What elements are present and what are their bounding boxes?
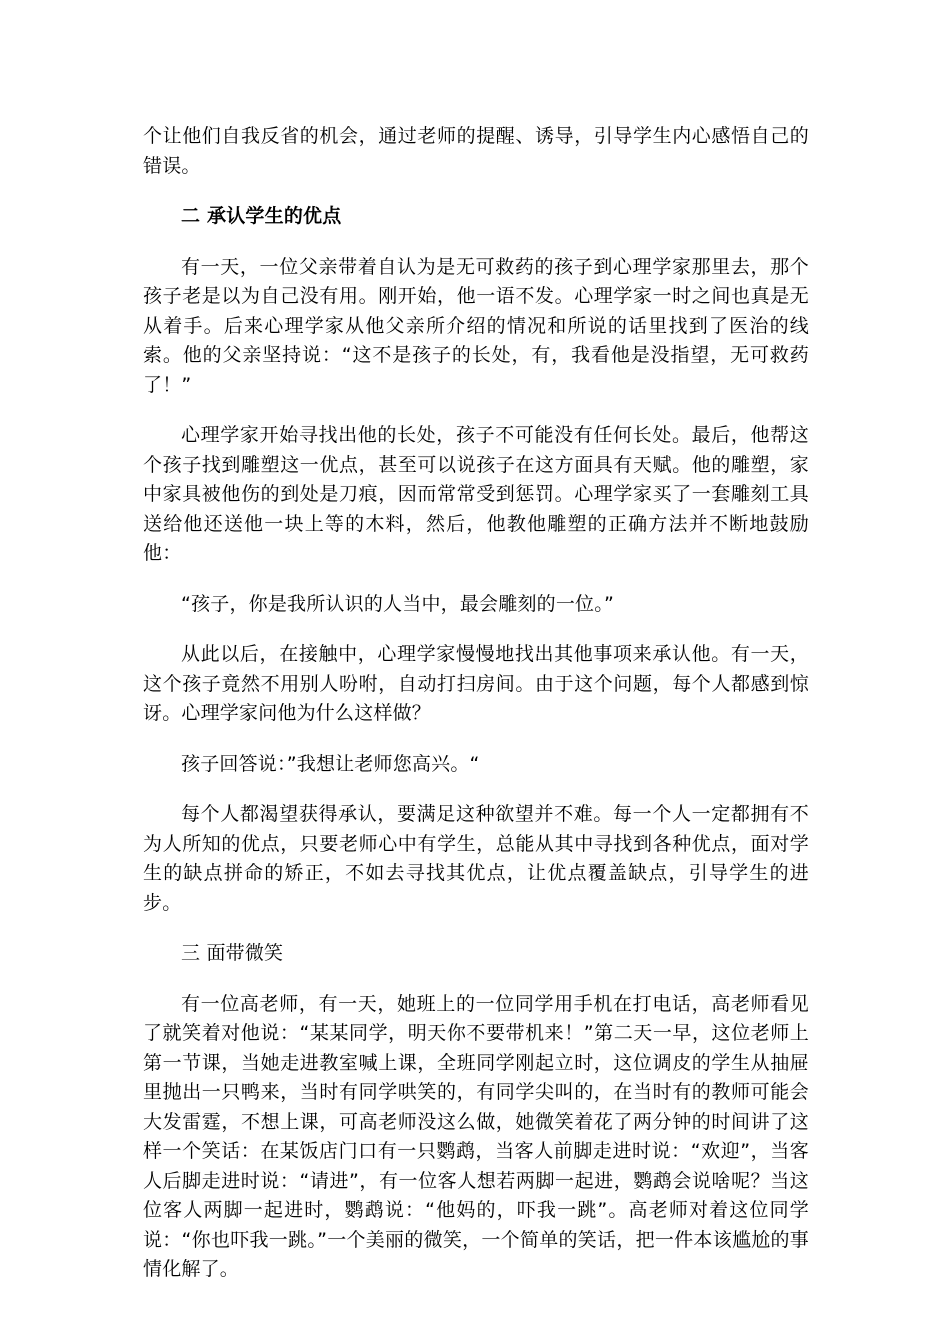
- paragraph-quote-carving: “孩子，你是我所认识的人当中，最会雕刻的一位。”: [181, 592, 614, 615]
- paragraph-recognition: 每个人都渴望获得承认，要满足这种欲望并不难。每一个人一定都拥有不为人所知的优点，只要老师心中有学生，总能从其中寻找到各种优点，面对学生的缺点拼命的矫正，不如去寻找其优点，让优点覆盖缺点，引导学生的进步。: [143, 803, 809, 914]
- paragraph-smile-story: 有一位高老师，有一天，她班上的一位同学用手机在打电话，高老师看见了就笑着对他说：“某某同学，明天你不要带机来！”第二天一早，这位老师上第一节课，当她走进教室喊上课，全班同学刚起立时，这位调皮的学生从抽屉里抛出一只鸭来，当时有同学哄笑的，有同学尖叫的，在当时有的教师可能会大发雷霆，不想上课，可高老师没这么做，她微笑着花了两分钟的时间讲了这样一个笑话：在某饭店门口有一只鹦鹉，当客人前脚走进时说：“欢迎”，当客人后脚走进时说：“请进”，有一位客人想若两脚一起进，鹦鹉会说啥呢？当这位客人两脚一起进时，鹦鹉说：“他妈的，吓我一跳”。高老师对着这位同学说：“你也吓我一跳。”一个美丽的微笑，一个简单的笑话，把一件本该尴尬的事情化解了。: [143, 992, 809, 1280]
- section-heading-2: 二 承认学生的优点: [181, 205, 342, 227]
- section-heading-3: 三 面带微笑: [181, 942, 284, 964]
- paragraph-father-story: 有一天，一位父亲带着自认为是无可救药的孩子到心理学家那里去，那个孩子老是以为自己没有用。刚开始，他一语不发。心理学家一时之间也真是无从着手。后来心理学家从他父亲所介绍的情况和所说的话里找到了医治的线索。他的父亲坚持说：“这不是孩子的长处，有，我看他是没指望，无可救药了！”: [143, 255, 809, 396]
- paragraph-continuation: 个让他们自我反省的机会，通过老师的提醒、诱导，引导学生内心感悟自己的错误。: [143, 125, 809, 177]
- document-page: [143, 122, 809, 1306]
- paragraph-child-answer: 孩子回答说：”我想让老师您高兴。“: [181, 752, 480, 775]
- paragraph-cleaning-room: 从此以后，在接触中，心理学家慢慢地找出其他事项来承认他。有一天，这个孩子竟然不用别人吩咐，自动打扫房间。由于这个问题，每个人都感到惊讶。心理学家问他为什么这样做？: [143, 643, 809, 724]
- paragraph-sculpture: 心理学家开始寻找出他的长处，孩子不可能没有任何长处。最后，他帮这个孩子找到雕塑这一优点，甚至可以说孩子在这方面具有天赋。他的雕塑，家中家具被他伤的到处是刀痕，因而常常受到惩罚。心理学家买了一套雕刻工具送给他还送他一块上等的木料，然后，他教他雕塑的正确方法并不断地鼓励他：: [143, 424, 809, 564]
